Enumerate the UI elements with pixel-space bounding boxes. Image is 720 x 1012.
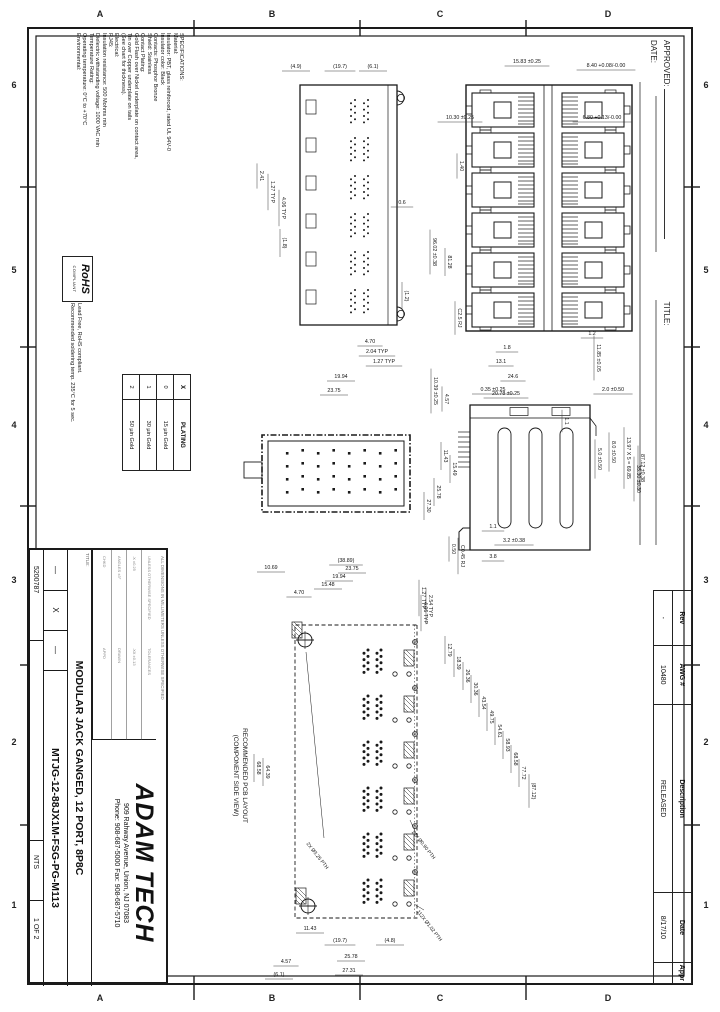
zone-label: 4 — [703, 420, 709, 430]
dim-label: 25.78 — [344, 954, 358, 960]
dim-label: 2.41 — [258, 170, 264, 182]
dim-label: 2.04 TYP — [366, 349, 388, 355]
dim-label: 24.6 — [507, 374, 519, 380]
spec-line: Electrical: — [113, 33, 120, 58]
dim-label: 10.30 ±0.25 — [446, 115, 474, 121]
title-label: TITLE: — [662, 301, 671, 326]
dim-label: 4.57 — [443, 393, 449, 405]
dim-label: 3.2 ±0.38 — [502, 538, 526, 544]
spec-line: Insulator color: Black — [158, 33, 165, 85]
dim-label: 3.8 — [489, 554, 497, 560]
dim-label: 1.1 — [563, 417, 569, 425]
dim-label: 1.1 — [489, 524, 497, 530]
dim-label: 27.31 — [342, 968, 356, 974]
dim-label: 1.40 — [458, 160, 464, 172]
spec-line: Gold Flash over Nickel underplate on contact area, — [132, 33, 139, 159]
company-address: 909 Rahway Avenue, Union, NJ 07083 — [122, 802, 129, 924]
dim-label: 11.85 ±0.05 — [595, 344, 601, 372]
dim-label: 13.1 — [495, 359, 507, 365]
spec-line: Contacts: Phosphor Bronze — [152, 33, 159, 102]
dim-label: (87.12) — [530, 782, 536, 800]
zone-label: B — [268, 9, 276, 19]
dim-label: 19.94 — [332, 574, 346, 580]
dim-label: (19.7) — [333, 64, 347, 70]
dim-label: 4.70 — [293, 590, 305, 596]
rohs-logo: RoHS — [79, 264, 91, 294]
title-block-small-cell: DRAWN — [117, 648, 122, 663]
company-logo: ADAM TECH — [130, 783, 158, 943]
dim-label: C2.5 RJ — [456, 308, 462, 328]
dim-label: 15.48 — [321, 582, 335, 588]
dim-label: 4.70 — [364, 339, 376, 345]
dim-label: 68.58 — [255, 761, 261, 775]
description-value: RELEASED — [654, 705, 673, 893]
tolerance-grid — [92, 550, 156, 740]
title-block-small-cell: UNLESS OTHERWISE SPECIFIED — [147, 556, 152, 620]
zone-label: B — [268, 993, 276, 1003]
zone-label: 6 — [11, 80, 17, 90]
dim-label: 68.58 — [512, 752, 518, 766]
dim-label: 43.54 — [480, 696, 486, 710]
awg-header: AWG # — [673, 645, 692, 705]
pcb-layout-caption — [231, 668, 248, 883]
spec-line: Operating temperature: 0°C to +70°C — [81, 33, 88, 126]
dim-label: 1.27 TYP — [269, 181, 275, 203]
title-block-small-cell: .XX ±0.13 — [132, 648, 137, 666]
date-value: 8/17/10 — [654, 893, 673, 963]
dim-label: (38.89) — [337, 558, 355, 564]
doc-number: 5200787 — [32, 566, 39, 594]
dim-label: 30.36 — [472, 682, 478, 696]
pcb-layout-view — [292, 622, 424, 918]
specifications-block — [74, 33, 184, 159]
dimension-note: ALL DIMENSIONS IN MILLIMETERS UNLESS OTHERWISE SPECIFIED — [160, 556, 165, 700]
approved-label: APPROVED: — [662, 40, 671, 87]
title-block-small-cell: ANGLES ±3° — [117, 556, 122, 580]
dim-label: 13.97 X 5 = 69.85 — [625, 437, 631, 479]
dim-label: 35.30 ±0.30 — [635, 465, 641, 493]
dim-label: 1.27 TYP — [420, 587, 426, 609]
dim-label: 4.06 TYP — [280, 197, 286, 219]
title-block — [28, 548, 168, 984]
plating-value: 50 µin Gold — [123, 400, 140, 471]
dim-label: 11.43 — [442, 449, 448, 463]
spec-line: Dielectric withstanding voltage: 1000 VAC min — [94, 33, 101, 148]
dim-label: 87.12 ±0.38 — [639, 454, 645, 482]
rohs-compliant-label: COMPLIANT — [72, 265, 77, 293]
leadfree-note — [69, 303, 82, 422]
rev-header: Rev — [673, 591, 692, 646]
dim-label: 10.39 ±0.25 — [432, 377, 438, 405]
zone-label: D — [604, 9, 612, 19]
dim-label: (6.1) — [367, 64, 379, 70]
dim-label: (1.8) — [281, 237, 287, 249]
dim-label: 2X Ø3.25 PTH — [304, 841, 330, 871]
dim-label: 0.6 — [398, 200, 406, 206]
spec-line: Environmental: — [74, 33, 81, 71]
plating-table — [122, 374, 191, 471]
sheet-number: 1 OF 2 — [32, 918, 39, 940]
dim-label: (1.2) — [403, 290, 409, 302]
plating-value: 30 µin Gold — [140, 400, 157, 471]
plating-value: 15 µin Gold — [157, 400, 174, 471]
top-detail-view — [244, 435, 410, 512]
dim-label: 0.35 ±0.25 — [480, 387, 506, 393]
dim-label: 23.75 — [327, 388, 341, 394]
zone-label: 6 — [703, 80, 709, 90]
dim-label: 54.61 — [496, 724, 502, 738]
dim-label: 5.0 ±0.50 — [596, 447, 602, 471]
dim-label: 26.36 — [464, 669, 470, 683]
dim-label: (4.8) — [384, 938, 396, 944]
revision-table — [653, 590, 692, 984]
description-header: Description — [673, 705, 692, 893]
side-profile-view — [458, 405, 596, 550]
zone-label: D — [604, 993, 612, 1003]
title-block-small-cell: CHKD — [102, 556, 107, 568]
zone-label: 5 — [703, 265, 709, 275]
dim-label: 18.39 — [455, 656, 461, 670]
dim-label: 14X Ø0.90 PTH — [409, 829, 437, 861]
dim-label: C0.45 RJ — [459, 544, 465, 568]
rev-value: - — [654, 591, 673, 646]
title-block-small-cell: TOLERANCES — [147, 648, 152, 676]
dim-label: 8.0 ±0.50 — [610, 440, 616, 464]
dim-label: 58.93 — [504, 738, 510, 752]
spec-line: Insulator: PBT, glass reinforced, rated UL 94V-0 — [165, 33, 172, 151]
dim-label: 2.0 ±0.50 — [601, 387, 625, 393]
zone-label: 2 — [11, 737, 17, 747]
date-label: DATE: — [649, 40, 658, 63]
title-field-label: TITLE: — [85, 553, 90, 567]
title-block-small-cell: APPD — [102, 648, 107, 659]
mark-cell: — — [43, 630, 67, 671]
dim-label: 11.43 — [303, 926, 317, 932]
part-number: MTJG-12-88JX1M-FSG-PG-M113 — [49, 748, 61, 908]
dim-label: 112X Ø1.02 PTH — [415, 909, 443, 943]
dim-label: 4.06 TYP — [422, 602, 428, 624]
appr-header: Appr — [673, 962, 692, 983]
spec-line: Tin over Copper underplate on tails — [126, 33, 133, 121]
zone-label: A — [96, 993, 104, 1003]
dim-label: 23.75 — [345, 566, 359, 572]
dim-label: 1.2 — [588, 331, 596, 337]
dim-label: (19.7) — [333, 938, 347, 944]
spec-line: Recommended soldering temp. 235°C for 5 sec. — [69, 303, 76, 423]
zone-label: 1 — [11, 900, 17, 910]
plating-code: 0 — [157, 375, 174, 400]
zone-label: 4 — [11, 420, 17, 430]
dim-label: 6.80 +0.13/-0.00 — [582, 115, 622, 121]
zone-label: C — [436, 993, 444, 1003]
spec-line: Lead Free, RoHS compliant. — [76, 303, 82, 374]
dim-label: 1.8 — [503, 345, 511, 351]
plating-code: 1 — [140, 375, 157, 400]
spec-line: Insulation resistance: 500 Mohms min — [100, 33, 107, 127]
dim-label: 2.54 TYP — [427, 595, 433, 617]
plating-code: 2 — [123, 375, 140, 400]
dim-label: 12.79 — [446, 643, 452, 657]
rohs-badge — [62, 256, 93, 302]
dim-label: 64.39 — [264, 765, 270, 779]
approval-strip — [642, 40, 674, 560]
dim-label: 0.50 — [450, 543, 456, 555]
dim-label: 25.78 — [435, 485, 441, 499]
zone-label: 1 — [703, 900, 709, 910]
awg-value: 10480 — [654, 645, 673, 705]
zone-label: 3 — [703, 575, 709, 585]
spec-line: SPECIFICATIONS: — [178, 33, 184, 81]
dim-label: 1.27 TYP — [373, 359, 395, 365]
caption-line2: (COMPONENT SIDE VIEW) — [232, 734, 240, 817]
bottom-view — [300, 85, 405, 325]
mark-cell-x: X — [43, 590, 67, 631]
dim-label: 10.69 — [264, 565, 278, 571]
spec-line: (See chart for thickness). — [119, 33, 126, 96]
dim-label: 4.57 — [280, 959, 292, 965]
spec-line: RJ45: — [107, 33, 114, 48]
spec-line: Contact Plating: — [139, 33, 146, 73]
plating-x-header: X — [174, 375, 191, 400]
dim-label: 20.78 ±0.25 — [492, 391, 520, 397]
dim-label: 77.72 — [520, 766, 526, 780]
dim-label: (6.1) — [273, 972, 285, 978]
zone-label: 5 — [11, 265, 17, 275]
dim-label: 49.75 — [488, 710, 494, 724]
dim-label: (4.9) — [290, 64, 302, 70]
title-block-small-cell: .X ±0.25 — [132, 556, 137, 571]
zone-label: 3 — [11, 575, 17, 585]
dim-label: 15.49 — [451, 462, 457, 476]
appr-value — [654, 962, 673, 983]
dim-label: 15.83 ±0.25 — [513, 59, 541, 65]
zone-label: 2 — [703, 737, 709, 747]
dim-label: 81.28 — [446, 255, 452, 269]
mark-cell: — — [43, 550, 67, 591]
dim-label: 8.40 +0.08/-0.00 — [586, 63, 626, 69]
spec-line: Shield: Stainless — [145, 33, 152, 75]
caption-line1: RECOMMENDED PCB LAYOUT — [241, 728, 248, 823]
zone-label: C — [436, 9, 444, 19]
plating-header: PLATING — [174, 400, 191, 471]
zone-label: A — [96, 9, 104, 19]
spec-line: Material: — [171, 33, 178, 55]
dim-label: 96.02 ±0.38 — [431, 238, 437, 266]
dim-label: 27.30 — [425, 499, 431, 513]
scale-value: NTS — [32, 855, 39, 869]
spec-line: Temperature Rating: — [87, 33, 94, 84]
date-header: Date — [673, 893, 692, 963]
part-description: MODULAR JACK GANGED, 12 PORT, 8P8C — [73, 660, 85, 876]
dimension-lines — [254, 66, 638, 979]
pin-squares — [286, 449, 397, 494]
dim-label: 19.94 — [334, 374, 348, 380]
company-phone: Phone: 908-687-5000 Fax: 908-687-5710 — [113, 798, 120, 928]
